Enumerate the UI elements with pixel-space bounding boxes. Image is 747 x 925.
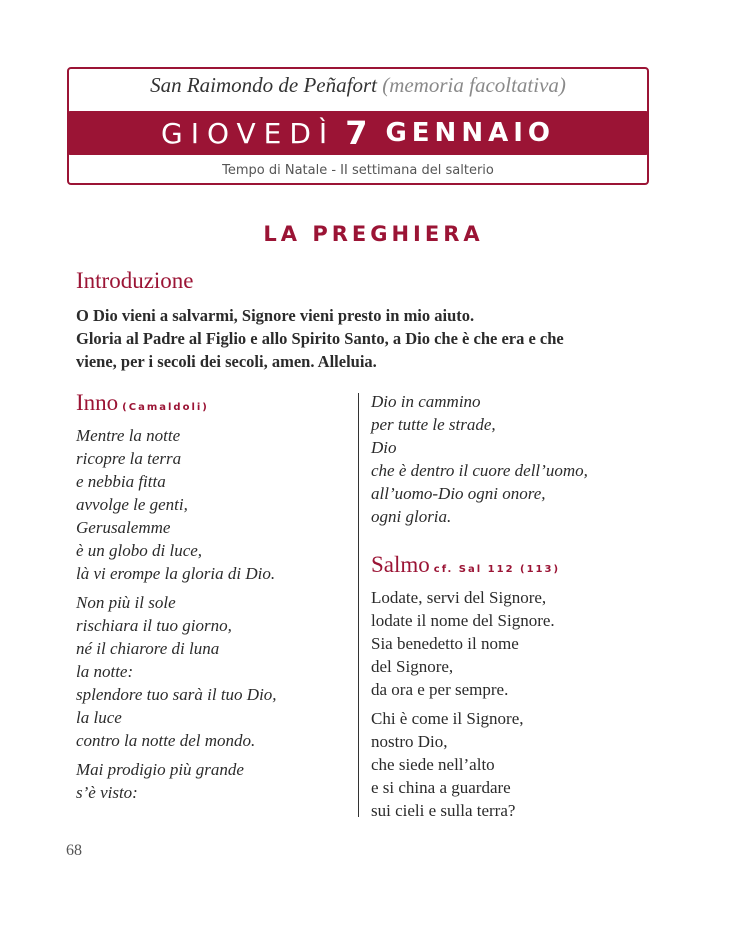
verse-line: là vi erompe la gloria di Dio. <box>76 564 276 583</box>
verse-line: s’è visto: <box>76 783 138 802</box>
psalm-stanza <box>371 707 671 822</box>
verse-line: la luce <box>76 708 122 727</box>
verse-line: sui cieli e sulla terra? <box>371 801 516 820</box>
intro-line: Gloria al Padre al Figlio e allo Spirito Santo, a Dio che è che era e che <box>76 329 564 348</box>
hymn-source: (Camaldoli) <box>122 402 209 413</box>
weekday: GIOVEDÌ <box>161 116 336 150</box>
month: GENNAIO <box>385 118 555 148</box>
verse-line: per tutte le strade, <box>371 415 496 434</box>
verse-line: né il chiarore di luna <box>76 639 220 658</box>
verse-line: Gerusalemme <box>76 518 171 537</box>
verse-line: è un globo di luce, <box>76 541 203 560</box>
hymn-stanza <box>76 424 346 585</box>
verse-line: Chi è come il Signore, <box>371 709 524 728</box>
hymn-stanza <box>371 390 671 528</box>
memorial-type: (memoria facoltativa) <box>382 73 566 97</box>
intro-heading: Introduzione <box>76 268 194 293</box>
hymn-heading <box>76 390 346 416</box>
hymn-title: Inno <box>76 390 119 415</box>
verse-line: ogni gloria. <box>371 507 452 526</box>
verse-line: Mentre la notte <box>76 426 181 445</box>
intro-line: viene, per i secoli dei secoli, amen. Alleluia. <box>76 352 377 371</box>
verse-line: ricopre la terra <box>76 449 182 468</box>
hymn-stanza <box>76 758 346 804</box>
verse-line: Mai prodigio più grande <box>76 760 244 779</box>
verse-line: avvolge le genti, <box>76 495 188 514</box>
psalm-source: cf. Sal 112 (113) <box>433 564 561 575</box>
section-title: LA PREGHIERA <box>263 222 484 246</box>
page-number: 68 <box>66 842 82 859</box>
verse-line: Lodate, servi del Signore, <box>371 588 547 607</box>
liturgical-season: Tempo di Natale - II settimana del salterio <box>222 163 494 178</box>
verse-line: la notte: <box>76 662 134 681</box>
verse-line: che è dentro il cuore dell’uomo, <box>371 461 588 480</box>
verse-line: e nebbia fitta <box>76 472 166 491</box>
psalm-stanza <box>371 586 671 701</box>
column-divider <box>358 393 359 817</box>
verse-line: da ora e per sempre. <box>371 680 509 699</box>
left-column <box>76 390 346 804</box>
intro-line: O Dio vieni a salvarmi, Signore vieni presto in mio aiuto. <box>76 306 475 325</box>
verse-line: Non più il sole <box>76 593 176 612</box>
day-number: 7 <box>345 114 368 152</box>
verse-line: e si china a guardare <box>371 778 511 797</box>
verse-line: Dio in cammino <box>371 392 481 411</box>
verse-line: splendore tuo sarà il tuo Dio, <box>76 685 277 704</box>
verse-line: nostro Dio, <box>371 732 448 751</box>
saint-name: San Raimondo de Peñafort <box>150 73 377 97</box>
verse-line: all’uomo-Dio ogni onore, <box>371 484 546 503</box>
saint-of-the-day <box>69 73 647 98</box>
verse-line: rischiara il tuo giorno, <box>76 616 232 635</box>
verse-line: Dio <box>371 438 397 457</box>
verse-line: contro la notte del mondo. <box>76 731 256 750</box>
verse-line: che siede nell’alto <box>371 755 495 774</box>
date-header <box>67 67 649 185</box>
verse-line: del Signore, <box>371 657 454 676</box>
verse-line: Sia benedetto il nome <box>371 634 519 653</box>
psalm-heading <box>371 552 671 578</box>
hymn-stanza <box>76 591 346 752</box>
psalm-title: Salmo <box>371 552 430 577</box>
verse-line: lodate il nome del Signore. <box>371 611 555 630</box>
intro-text <box>76 304 656 373</box>
date-bar <box>67 111 649 155</box>
right-column <box>371 390 671 822</box>
